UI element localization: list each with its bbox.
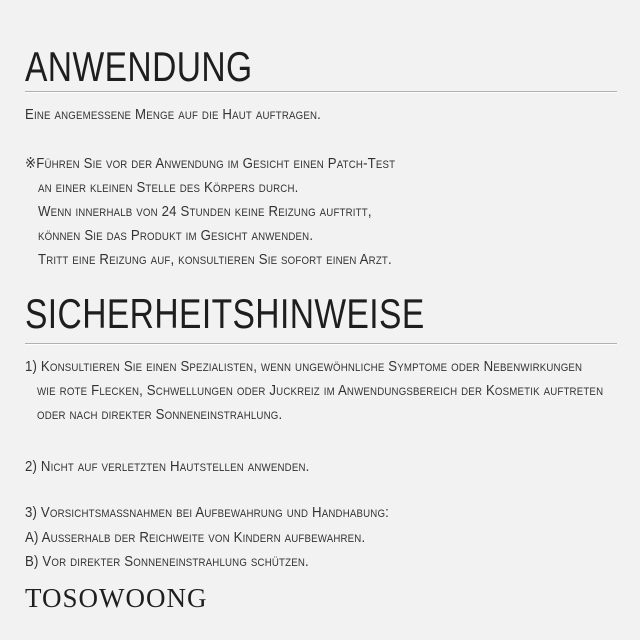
safety-line: 2) Nicht auf verletzten Hautstellen anwenden.: [25, 458, 310, 475]
safety-line: oder nach direkter Sonneneinstrahlung.: [37, 406, 283, 423]
section-title-anwendung: ANWENDUNG: [25, 43, 253, 90]
section-divider: [25, 343, 617, 344]
brand-logo: TOSOWOONG: [25, 583, 208, 613]
anwendung-intro-line: Eine angemessene Menge auf die Haut auftragen.: [25, 106, 321, 123]
safety-line: 1) Konsultieren Sie einen Spezialisten, wenn ungewöhnliche Symptome oder Nebenwirkungen: [25, 358, 583, 375]
safety-line: 3) Vorsichtsmaßnahmen bei Aufbewahrung und Handhabung:: [25, 504, 390, 521]
safety-item-1: [25, 355, 640, 427]
note-line: Tritt eine Reizung auf, konsultieren Sie sofort einen Arzt.: [38, 251, 392, 268]
note-line: können Sie das Produkt im Gesicht anwenden.: [38, 227, 314, 244]
safety-item-3: [25, 501, 439, 575]
safety-line: wie rote Flecken, Schwellungen oder Juckreiz im Anwendungsbereich der Kosmetik auftreten: [37, 382, 604, 399]
patch-test-note: [25, 152, 446, 272]
section-title-sicherheitshinweise: SICHERHEITSHINWEISE: [25, 290, 425, 337]
note-line: Wenn innerhalb von 24 Stunden keine Reizung auftritt,: [38, 203, 372, 220]
note-line: an einer kleinen Stelle des Körpers durch.: [38, 179, 299, 196]
safety-item-2: [25, 455, 348, 479]
note-line: ※Führen Sie vor der Anwendung im Gesicht einen Patch-Test: [25, 155, 396, 172]
safety-line: B) Vor direkter Sonneneinstrahlung schützen.: [25, 553, 309, 570]
section-divider: [25, 91, 617, 92]
safety-line: A) Außerhalb der Reichweite von Kindern aufbewahren.: [25, 528, 366, 546]
